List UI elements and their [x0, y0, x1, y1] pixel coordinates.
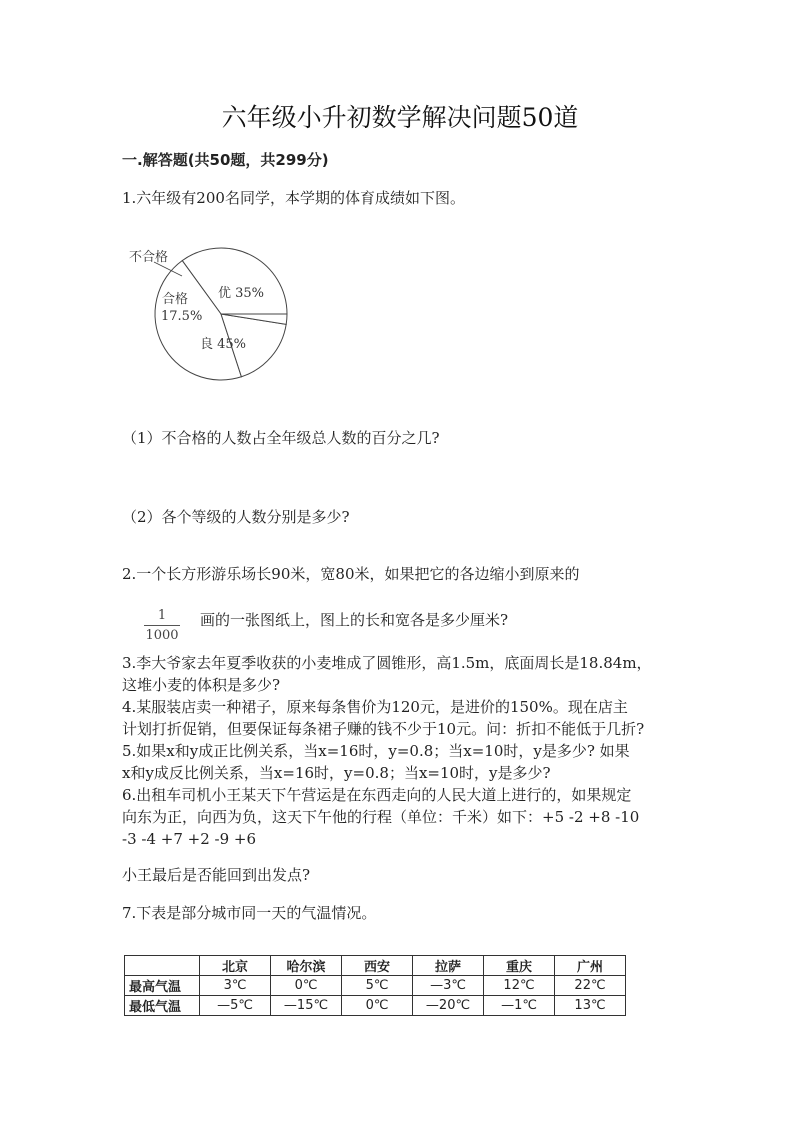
table-cell: 5℃	[342, 976, 413, 996]
question-1-stem: 1.六年级有200名同学，本学期的体育成绩如下图。	[122, 189, 465, 207]
pie-label-fail: 不合格	[129, 250, 169, 265]
question-6-line-3: -3 -4 +7 +2 -9 +6	[122, 830, 257, 848]
table-cell: 3℃	[200, 976, 271, 996]
pie-label-good: 良 45%	[200, 337, 247, 352]
question-5-line-1: 5.如果x和y成正比例关系，当x=16时，y=0.8；当x=10时，y是多少? 如果	[122, 742, 630, 760]
question-3-line-2: 这堆小麦的体积是多少?	[122, 676, 281, 694]
temperature-table	[124, 955, 626, 1016]
table-row-label: 最高气温	[125, 976, 200, 996]
table-cell: 13℃	[555, 996, 626, 1016]
table-cell: —5℃	[200, 996, 271, 1016]
table-cell: —3℃	[413, 976, 484, 996]
table-row	[125, 996, 626, 1016]
question-2-line-1: 2.一个长方形游乐场长90米，宽80米，如果把它的各边缩小到原来的	[122, 565, 580, 583]
question-1-sub-2: （2）各个等级的人数分别是多少?	[122, 508, 350, 526]
question-6-line-2: 向东为正，向西为负，这天下午他的行程（单位：千米）如下：+5 -2 +8 -10	[122, 808, 640, 826]
question-7-stem: 7.下表是部分城市同一天的气温情况。	[122, 904, 377, 922]
table-header-cell: 拉萨	[413, 956, 484, 976]
fraction-numerator: 1	[157, 608, 167, 623]
question-1-sub-1: （1）不合格的人数占全年级总人数的百分之几?	[122, 429, 440, 447]
question-3-line-1: 3.李大爷家去年夏季收获的小麦堆成了圆锥形，高1.5m，底面周长是18.84m，	[122, 654, 652, 672]
fraction-bar	[144, 625, 180, 626]
table-header-row	[125, 956, 626, 976]
question-5-line-2: x和y成反比例关系，当x=16时，y=0.8；当x=10时，y是多少?	[122, 764, 551, 782]
question-6-line-1: 6.出租车司机小王某天下午营运是在东西走向的人民大道上进行的，如果规定	[122, 786, 632, 804]
question-4-line-2: 计划打折促销，但要保证每条裙子赚的钱不少于10元。问：折扣不能低于几折?	[122, 720, 645, 738]
page-title: 六年级小升初数学解决问题50道	[221, 103, 579, 132]
table-row	[125, 976, 626, 996]
pie-label-pass: 合格	[162, 292, 189, 307]
table-header-cell: 重庆	[484, 956, 555, 976]
table-header-cell: 北京	[200, 956, 271, 976]
table-header-cell: 广州	[555, 956, 626, 976]
table-cell: —20℃	[413, 996, 484, 1016]
table-cell: 22℃	[555, 976, 626, 996]
table-cell: 0℃	[271, 976, 342, 996]
question-4-line-1: 4.某服装店卖一种裙子，原来每条售价为120元，是进价的150%。现在店主	[122, 698, 628, 716]
question-6-question: 小王最后是否能回到出发点?	[122, 866, 311, 884]
section-heading: 一.解答题(共50题，共299分)	[122, 151, 329, 169]
pie-label-pass-percent: 17.5%	[161, 309, 203, 324]
grade-pie-chart	[120, 240, 360, 400]
fraction-denominator: 1000	[145, 628, 179, 643]
pie-label-excellent: 优 35%	[218, 286, 265, 301]
table-row-label: 最低气温	[125, 996, 200, 1016]
table-header-cell: 哈尔滨	[271, 956, 342, 976]
table-header-cell: 西安	[342, 956, 413, 976]
question-2-line-2: 画的一张图纸上，图上的长和宽各是多少厘米?	[200, 611, 509, 629]
fraction-1-1000	[144, 608, 180, 643]
table-cell: 0℃	[342, 996, 413, 1016]
table-cell: 12℃	[484, 976, 555, 996]
table-cell: —1℃	[484, 996, 555, 1016]
table-corner-cell	[125, 956, 200, 976]
table-cell: —15℃	[271, 996, 342, 1016]
